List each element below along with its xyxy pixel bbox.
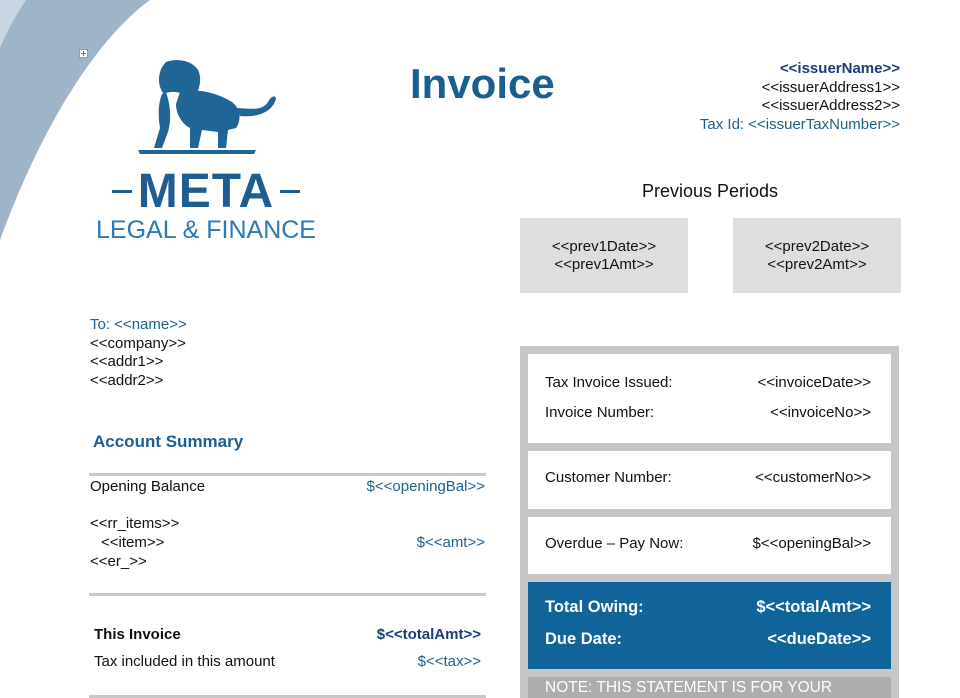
logo-wordmark: [88, 164, 324, 219]
previous-period-2: [733, 218, 901, 293]
loop-start-row: [90, 515, 485, 532]
item-value: $<<amt>>: [416, 534, 485, 551]
customer-number-label: Customer Number:: [545, 469, 672, 486]
total-owing-label: Total Owing:: [545, 598, 644, 616]
this-invoice-label: This Invoice: [94, 626, 181, 643]
customer-number-value: <<customerNo>>: [755, 469, 871, 486]
item-row: [90, 534, 485, 551]
issuer-block: [700, 60, 900, 134]
prev1-date: <<prev1Date>>: [551, 237, 657, 255]
tax-label: Tax included in this amount: [94, 653, 275, 670]
recipient-block: [90, 316, 187, 390]
invoice-number-value: <<invoiceNo>>: [770, 404, 871, 421]
issuer-address2: <<issuerAddress2>>: [761, 97, 900, 114]
logo-word: META: [137, 165, 275, 218]
overdue-label: Overdue – Pay Now:: [545, 535, 684, 552]
logo-dash-left: [112, 190, 132, 193]
opening-balance-value: $<<openingBal>>: [366, 478, 485, 495]
recipient-company: <<company>>: [90, 334, 186, 352]
previous-period-1: [520, 218, 688, 293]
tax-row: [94, 653, 481, 670]
previous-periods-title: Previous Periods: [641, 181, 779, 201]
loop-end-tag: <<er_>>: [90, 553, 147, 570]
prev2-amount: <<prev2Amt>>: [767, 255, 867, 273]
recipient-name: To: <<name>>: [90, 316, 187, 333]
opening-balance-row: [90, 478, 485, 495]
summary-divider-top: [89, 473, 486, 476]
summary-divider-middle: [89, 593, 486, 596]
issuer-name: <<issuerName>>: [779, 60, 900, 77]
loop-start-tag: <<rr_items>>: [90, 515, 180, 532]
this-invoice-row: [94, 626, 481, 643]
prev1-amount: <<prev1Amt>>: [554, 255, 654, 273]
tax-value: $<<tax>>: [417, 653, 481, 670]
prev2-date: <<prev2Date>>: [764, 237, 870, 255]
table-move-handle[interactable]: [79, 49, 88, 58]
invoice-number-label: Invoice Number:: [545, 404, 655, 421]
item-label: <<item>>: [101, 534, 165, 551]
recipient-addr1: <<addr1>>: [90, 353, 164, 370]
issuer-tax-id: Tax Id: <<issuerTaxNumber>>: [699, 115, 900, 133]
statement-note: [528, 677, 891, 698]
overdue-value: $<<openingBal>>: [752, 535, 871, 552]
account-summary-title: Account Summary: [93, 432, 244, 451]
page-title: Invoice: [410, 60, 555, 107]
logo-subtitle: LEGAL & FINANCE: [96, 216, 316, 244]
total-owing-card: [528, 582, 891, 669]
logo-dash-right: [280, 190, 300, 193]
invoice-info-card: [528, 354, 891, 443]
issued-label: Tax Invoice Issued:: [545, 374, 673, 391]
opening-balance-label: Opening Balance: [90, 478, 206, 495]
issued-value: <<invoiceDate>>: [757, 374, 871, 391]
lion-icon: [136, 58, 278, 154]
statement-note-text: NOTE: THIS STATEMENT IS FOR YOUR: [545, 679, 833, 696]
recipient-addr2: <<addr2>>: [90, 371, 164, 389]
loop-end-row: [90, 553, 485, 570]
customer-number-card: [528, 451, 891, 509]
this-invoice-value: $<<totalAmt>>: [376, 626, 481, 643]
due-date-label: Due Date:: [545, 630, 623, 648]
issuer-address1: <<issuerAddress1>>: [761, 78, 900, 96]
overdue-card: [528, 517, 891, 574]
total-owing-value: $<<totalAmt>>: [756, 598, 871, 616]
due-date-value: <<dueDate>>: [767, 630, 871, 648]
